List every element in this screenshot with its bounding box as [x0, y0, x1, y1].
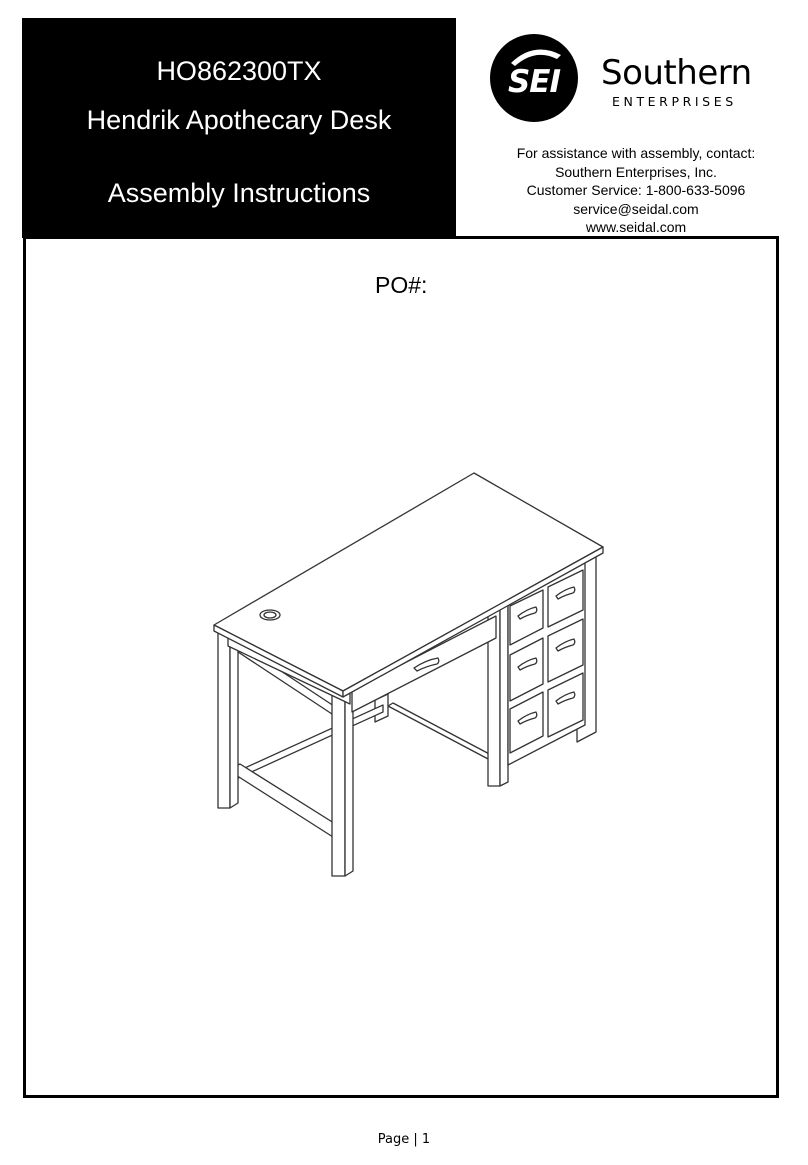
contact-phone: Customer Service: 1-800-633-5096 [526, 182, 746, 198]
contact-website: www.seidal.com [585, 219, 687, 235]
desk-illustration [200, 460, 620, 890]
page-number: Page | 1 [377, 1132, 431, 1147]
brand-logo [489, 33, 752, 125]
model-number: HO862300TX [156, 56, 322, 86]
contact-info [470, 144, 802, 237]
sei-logo-icon [489, 33, 579, 123]
po-label: PO#: [375, 272, 428, 298]
brand-name: Southern [601, 53, 752, 93]
contact-email: service@seidal.com [573, 200, 699, 217]
logo-mark-text: SEI [507, 64, 561, 100]
brand-subtitle: ENTERPRISES [612, 94, 737, 109]
document-title: Assembly Instructions [107, 178, 371, 208]
title-block [22, 18, 456, 238]
contact-intro: For assistance with assembly, contact: [516, 145, 756, 161]
contact-company: Southern Enterprises, Inc. [555, 163, 717, 180]
product-name: Hendrik Apothecary Desk [86, 105, 392, 135]
